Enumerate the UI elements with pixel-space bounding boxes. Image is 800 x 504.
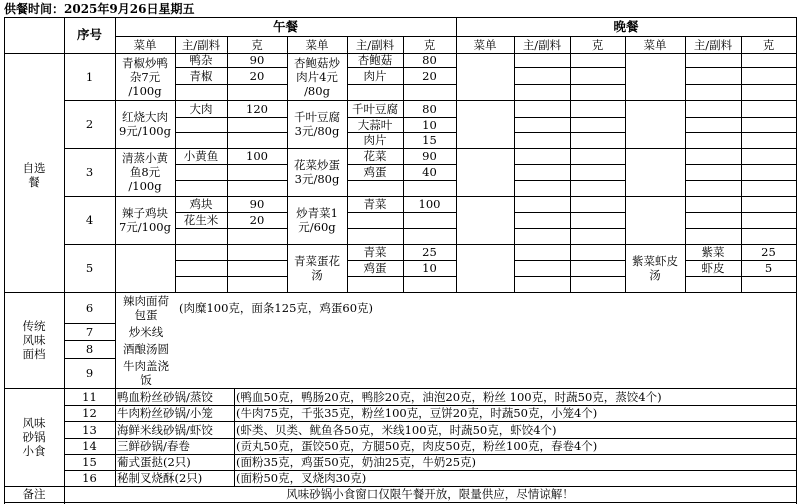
grid-line [175,260,288,261]
traditional-detail: (肉糜100克，面条125克，鸡蛋60克) [179,300,374,315]
casserole-dish: 葡式蛋挞(2只) [117,455,191,469]
ingredient-name: 虾皮 [701,261,725,275]
ingredient-name: 鸡蛋 [363,261,387,275]
grid-line [347,276,457,277]
ingredient-gram: 15 [422,133,437,147]
ingredient-gram: 10 [422,117,437,132]
casserole-detail: (面粉50克，叉烧肉30克) [236,471,367,485]
grid-line [175,132,288,133]
grid-line [175,276,288,277]
ingredient-gram: 20 [249,213,265,227]
row-number: 6 [85,300,94,315]
ingredient-name: 大蒜叶 [357,117,393,132]
lunch-dish: 清蒸小黄 鱼8元 /100g [122,151,168,193]
ingredient-name: 千叶豆腐 [352,101,398,116]
grid-line [685,276,797,277]
grid-line [347,180,457,181]
column-header-gram: 克 [591,37,604,52]
grid-line [685,228,797,229]
casserole-dish: 秘制叉烧酥(2只) [117,471,203,485]
ingredient-gram: 90 [249,197,265,211]
column-header-ingredient: 主/副料 [693,37,733,52]
ingredient-gram: 120 [246,101,268,116]
grid-line [175,117,288,118]
ingredient-name: 肉片 [363,133,387,147]
casserole-detail: (贡丸50克，蛋饺50克，方腿50克，肉皮50克，粉丝100克，春卷4个) [236,439,598,453]
grid-line [347,212,457,213]
ingredient-gram: 20 [249,68,265,83]
lunch-dish: 花菜炒蛋 3元/80g [294,158,340,186]
ingredient-name: 紫菜 [701,245,725,259]
lunch-header: 午餐 [272,18,298,34]
row-number: 4 [85,213,94,227]
dinner-dish: 紫菜虾皮 汤 [632,254,678,282]
row-number: 16 [82,471,97,485]
category-self-select: 自选 餐 [22,160,46,189]
casserole-dish: 牛肉粉丝砂锅/小笼 [117,406,213,420]
grid-line [685,180,797,181]
lunch-dish: 青菜蛋花 汤 [294,254,340,282]
ingredient-name: 鸡蛋 [363,165,387,179]
column-header-ingredient: 主/副料 [522,37,562,52]
grid-line [514,260,626,261]
column-header-gram: 克 [251,37,263,52]
ingredient-name: 青菜 [363,197,387,211]
ingredient-name: 杏鲍菇 [357,53,393,67]
ingredient-gram: 80 [422,101,437,116]
ingredient-name: 花菜 [363,149,387,163]
column-header-dish: 菜单 [473,37,497,52]
row-number: 2 [85,117,94,131]
grid-line [514,180,626,181]
grid-line [514,276,626,277]
grid-line [514,67,626,68]
grid-line [514,228,626,229]
lunch-dish: 青椒炒鸭 杂7元 /100g [122,55,168,98]
column-header-gram: 克 [423,37,436,52]
ingredient-gram: 100 [246,149,268,163]
ingredient-name: 大肉 [189,101,213,116]
casserole-detail: (鸭血50克，鸭肠20克，鸭胗20克，油泡20克，粉丝 100克，时蔬50克，蒸饺4个) [236,389,662,404]
row-number: 7 [85,324,94,339]
row-number: 9 [85,366,94,380]
grid-line [514,132,626,133]
traditional-dish: 牛肉盖浇 饭 [123,359,169,387]
lunch-dish: 红烧大肉 9元/100g [118,110,171,138]
ingredient-name: 青菜 [363,245,387,259]
row-number: 3 [85,165,94,179]
grid-line [456,17,457,293]
lunch-dish: 杏鲍菇炒 肉片4元 /80g [294,55,340,98]
grid-line [175,164,288,165]
grid-line [685,117,797,118]
dinner-header: 晚餐 [613,18,639,34]
casserole-dish: 三鲜砂锅/春卷 [117,439,190,453]
ingredient-name: 鸡块 [189,197,213,211]
casserole-dish: 鸭血粉丝砂锅/蒸饺 [117,389,213,404]
column-header-dish: 菜单 [133,37,157,52]
column-header-ingredient: 主/副料 [181,37,221,52]
column-header-dish: 菜单 [305,37,329,52]
casserole-detail: (面粉35克，鸡蛋50克，奶油25克，牛奶25克) [236,455,477,469]
category-remark: 备注 [22,487,46,501]
column-header-dish: 菜单 [643,37,667,52]
row-number: 5 [85,261,94,275]
lunch-dish: 炒青菜1 元/60g [296,206,338,234]
ingredient-gram: 10 [422,261,437,275]
row-number: 12 [82,406,97,420]
grid-line [685,164,797,165]
casserole-detail: (虾类、贝类、鱿鱼各50克，米线100克，时蔬50克，虾饺4个) [236,422,557,437]
ingredient-name: 小黄鱼 [183,149,219,163]
ingredient-name: 鸭杂 [189,53,213,67]
grid-line [514,84,626,85]
lunch-dish: 千叶豆腐 3元/80g [294,110,340,138]
ingredient-gram: 90 [422,149,437,163]
grid-line [175,180,288,181]
traditional-dish: 酒酿汤圆 [123,342,169,356]
grid-line [514,164,626,165]
row-number: 15 [82,455,97,469]
ingredient-gram: 25 [761,245,776,259]
page-title: 供餐时间：2025年9月26日星期五 [4,2,195,16]
grid-line [685,84,797,85]
grid-line [685,132,797,133]
grid-line [685,212,797,213]
ingredient-name: 花生米 [183,213,219,227]
ingredient-gram: 90 [249,53,265,67]
ingredient-name: 肉片 [363,68,387,83]
traditional-dish: 辣肉面荷 包蛋 [123,293,169,322]
remark-text: 风味砂锅小食窗口仅限午餐开放，限量供应，尽情谅解！ [286,487,574,501]
grid-line [175,228,288,229]
category-traditional: 传统 风味 面档 [22,319,46,361]
ingredient-gram: 100 [418,197,441,211]
row-number: 11 [82,389,97,404]
ingredient-gram: 5 [764,261,773,275]
column-header-ingredient: 主/副料 [355,37,395,52]
grid-line [514,117,626,118]
grid-line [175,84,288,85]
casserole-dish: 海鲜米线砂锅/虾饺 [117,422,213,437]
grid-line [685,67,797,68]
grid-line [347,84,457,85]
row-number: 8 [85,342,94,356]
traditional-dish: 炒米线 [128,324,164,339]
lunch-dish: 辣子鸡块 7元/100g [118,206,171,234]
category-casserole: 风味 砂锅 小食 [22,416,46,458]
ingredient-gram: 40 [422,165,437,179]
ingredient-gram: 80 [422,53,437,67]
casserole-detail: (牛肉75克，千张35克，粉丝100克，豆饼20克，时蔬50克，小笼4个) [236,406,598,420]
row-number: 1 [85,69,94,84]
seq-header: 序号 [76,27,102,42]
grid-line [347,228,457,229]
ingredient-gram: 20 [422,68,437,83]
ingredient-name: 青椒 [189,68,213,83]
grid-line [514,212,626,213]
row-number: 14 [82,439,97,453]
ingredient-gram: 25 [422,245,437,259]
row-number: 13 [82,422,97,437]
column-header-gram: 克 [762,37,775,52]
